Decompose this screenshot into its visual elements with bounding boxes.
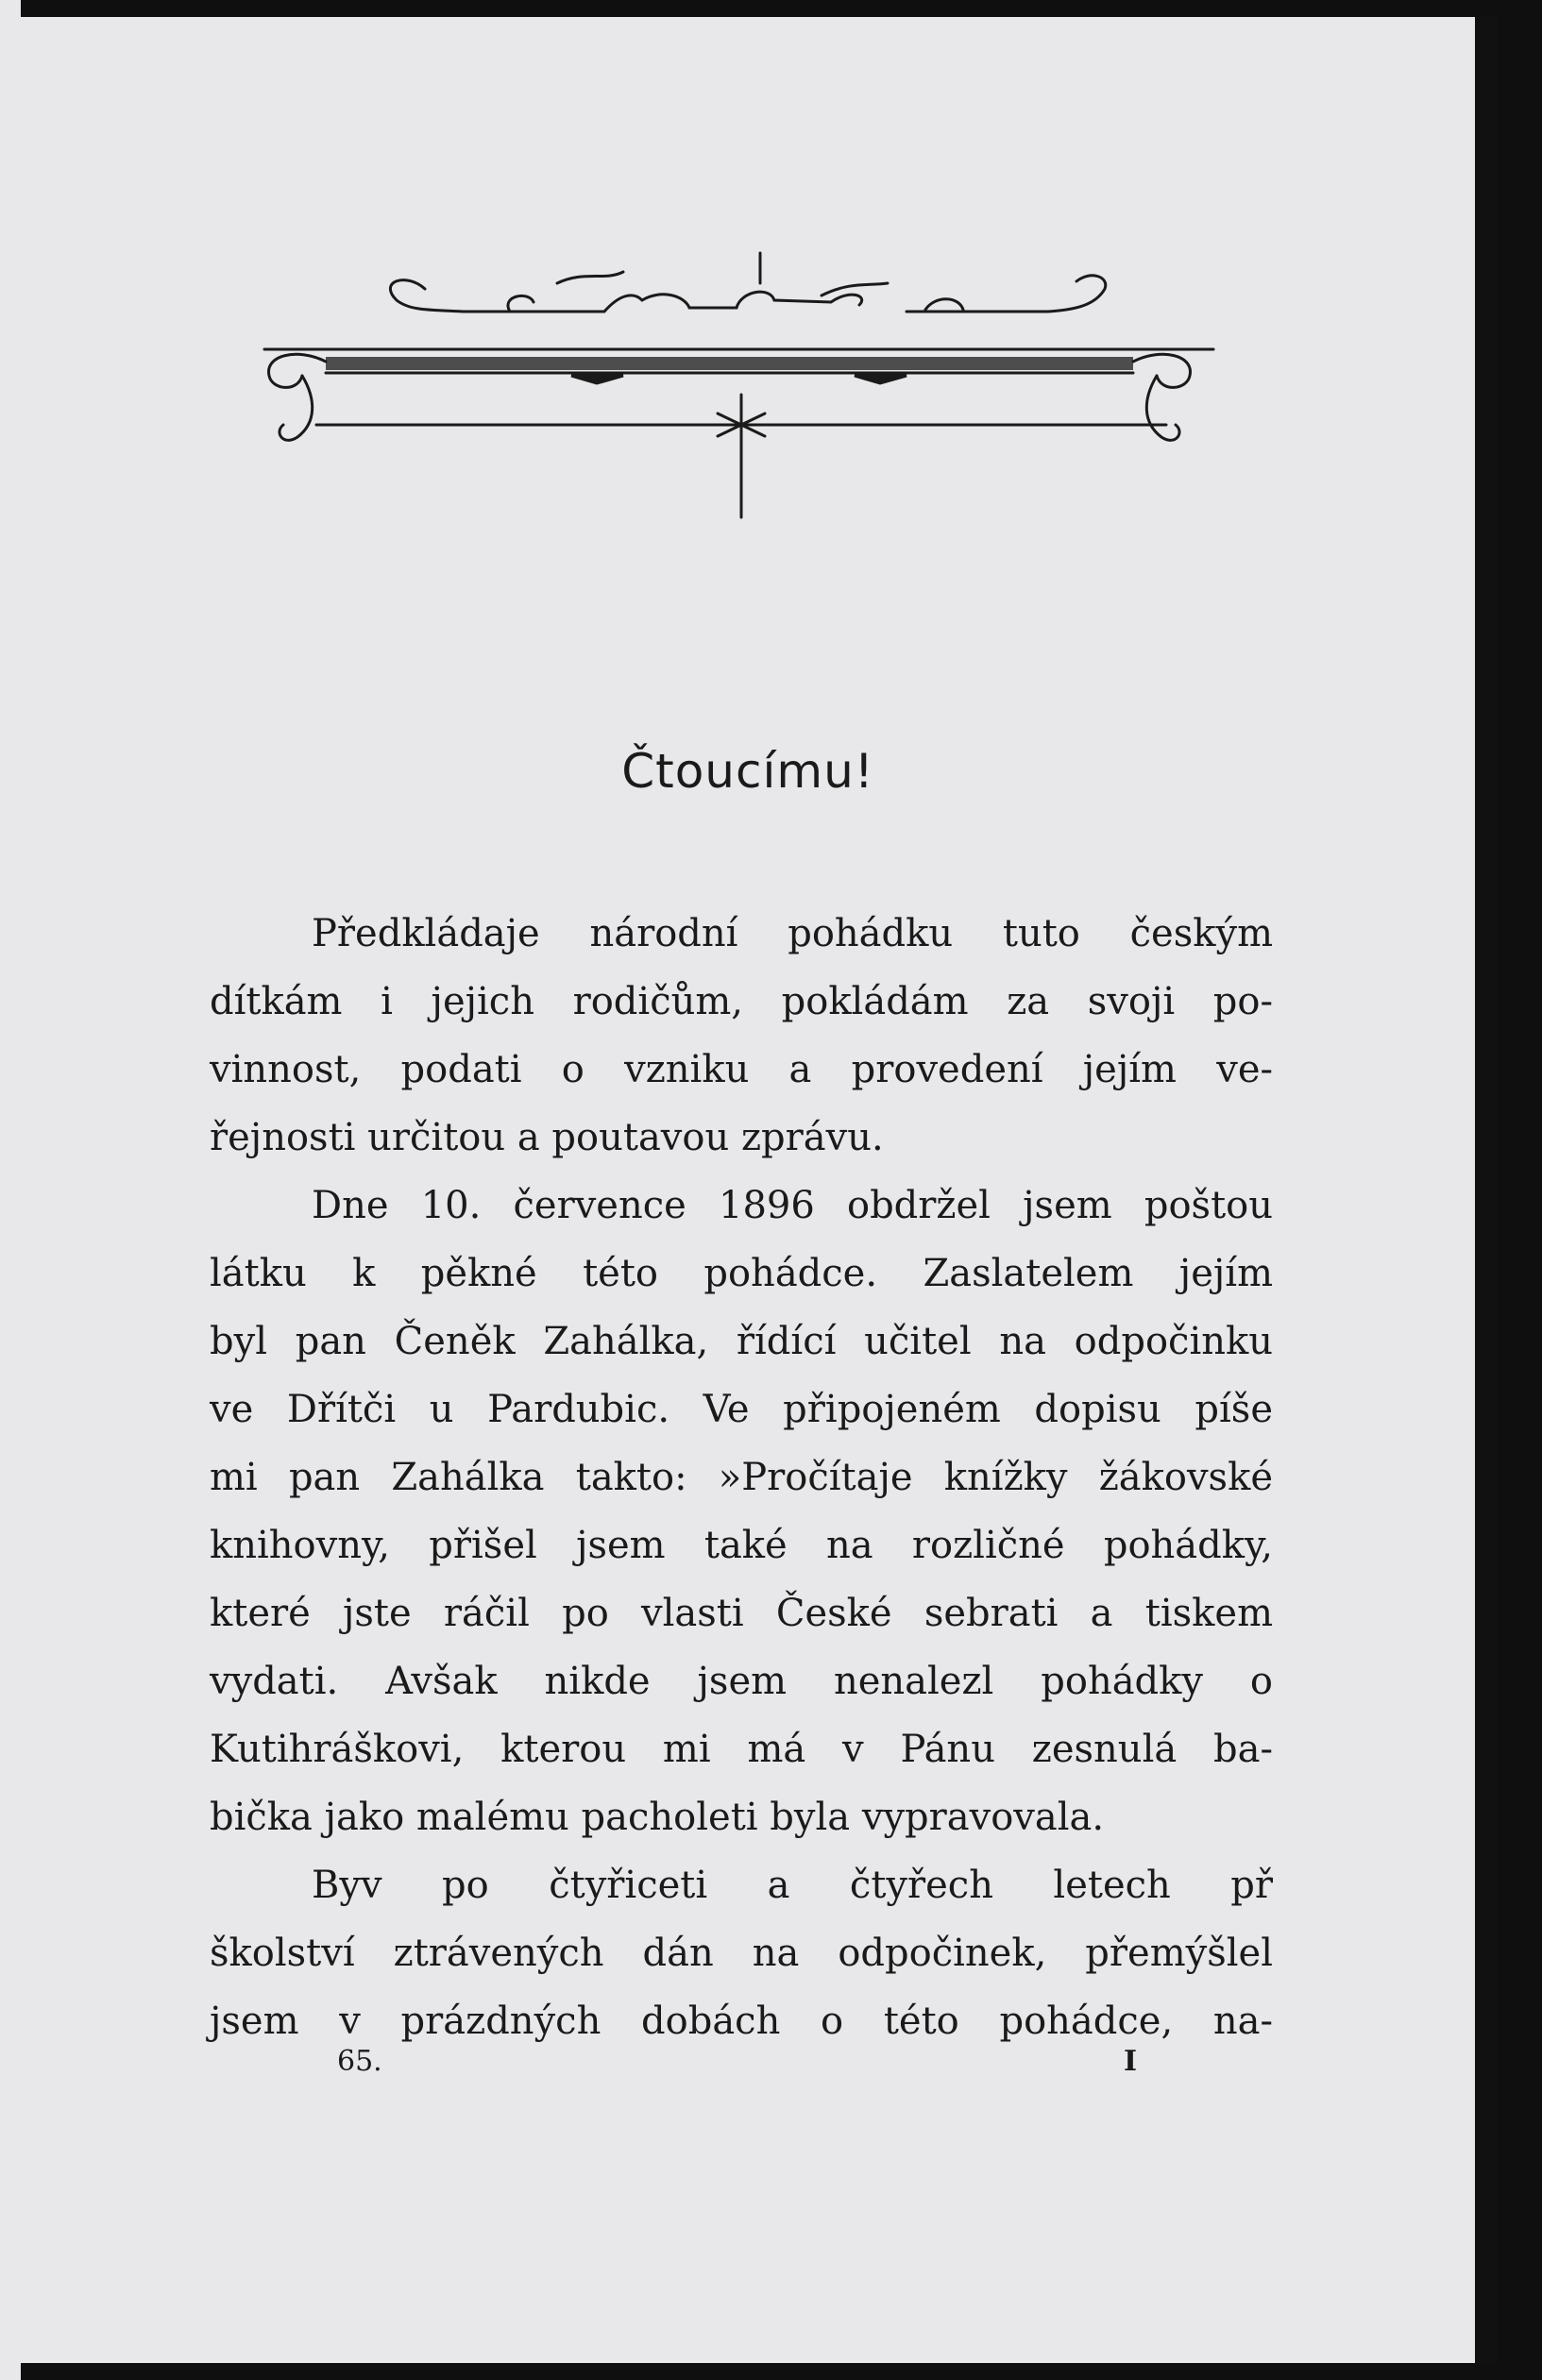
text-line: Předkládaje národní pohádku tuto českým xyxy=(312,912,1273,955)
text-line: vydati. Avšak nikde jsem nenalezl pohádky o xyxy=(210,1660,1273,1703)
text-line: Dne 10. července 1896 obdržel jsem poštou xyxy=(312,1184,1273,1227)
text-line: které jste ráčil po vlasti České sebrati a tiskem xyxy=(210,1592,1273,1635)
text-line: Kutihráškovi, kterou mi má v Pánu zesnulá ba- xyxy=(210,1728,1273,1771)
text-line: knihovny, přišel jsem také na rozličné pohádky, xyxy=(210,1524,1273,1567)
signature-mark: I xyxy=(1124,2045,1138,2078)
text-line: ve Dřítči u Pardubic. Ve připojeném dopisu píše xyxy=(210,1388,1273,1431)
text-line: vinnost, podati o vzniku a provedení jejím ve- xyxy=(210,1048,1273,1091)
text-line: jsem v prázdných dobách o této pohádce, na- xyxy=(210,2000,1273,2043)
page-title: Čtoucímu! xyxy=(621,744,874,799)
text-line: mi pan Zahálka takto: »Pročítaje knížky žákovské xyxy=(210,1456,1273,1499)
scan-margin-left xyxy=(0,0,21,2380)
header-ornament xyxy=(246,244,1237,536)
folio-number: 65. xyxy=(337,2045,382,2078)
body-text xyxy=(210,900,1273,2055)
page-footer xyxy=(21,2045,1475,2092)
scan-edge-right xyxy=(1475,17,1498,2363)
text-line: byl pan Čeněk Zahálka, řídící učitel na odpočinku xyxy=(210,1320,1273,1363)
book-page xyxy=(21,17,1475,2363)
text-line: látku k pěkné této pohádce. Zaslatelem jejím xyxy=(210,1252,1273,1295)
text-line: řejnosti určitou a poutavou zprávu. xyxy=(210,1116,884,1159)
text-line: Byv po čtyřiceti a čtyřech letech př xyxy=(312,1864,1273,1907)
text-line: školství ztrávených dán na odpočinek, přemýšlel xyxy=(210,1932,1273,1975)
text-line: bička jako malému pacholeti byla vypravovala. xyxy=(210,1796,1105,1839)
text-line: dítkám i jejich rodičům, pokládám za svoji po- xyxy=(210,980,1273,1023)
